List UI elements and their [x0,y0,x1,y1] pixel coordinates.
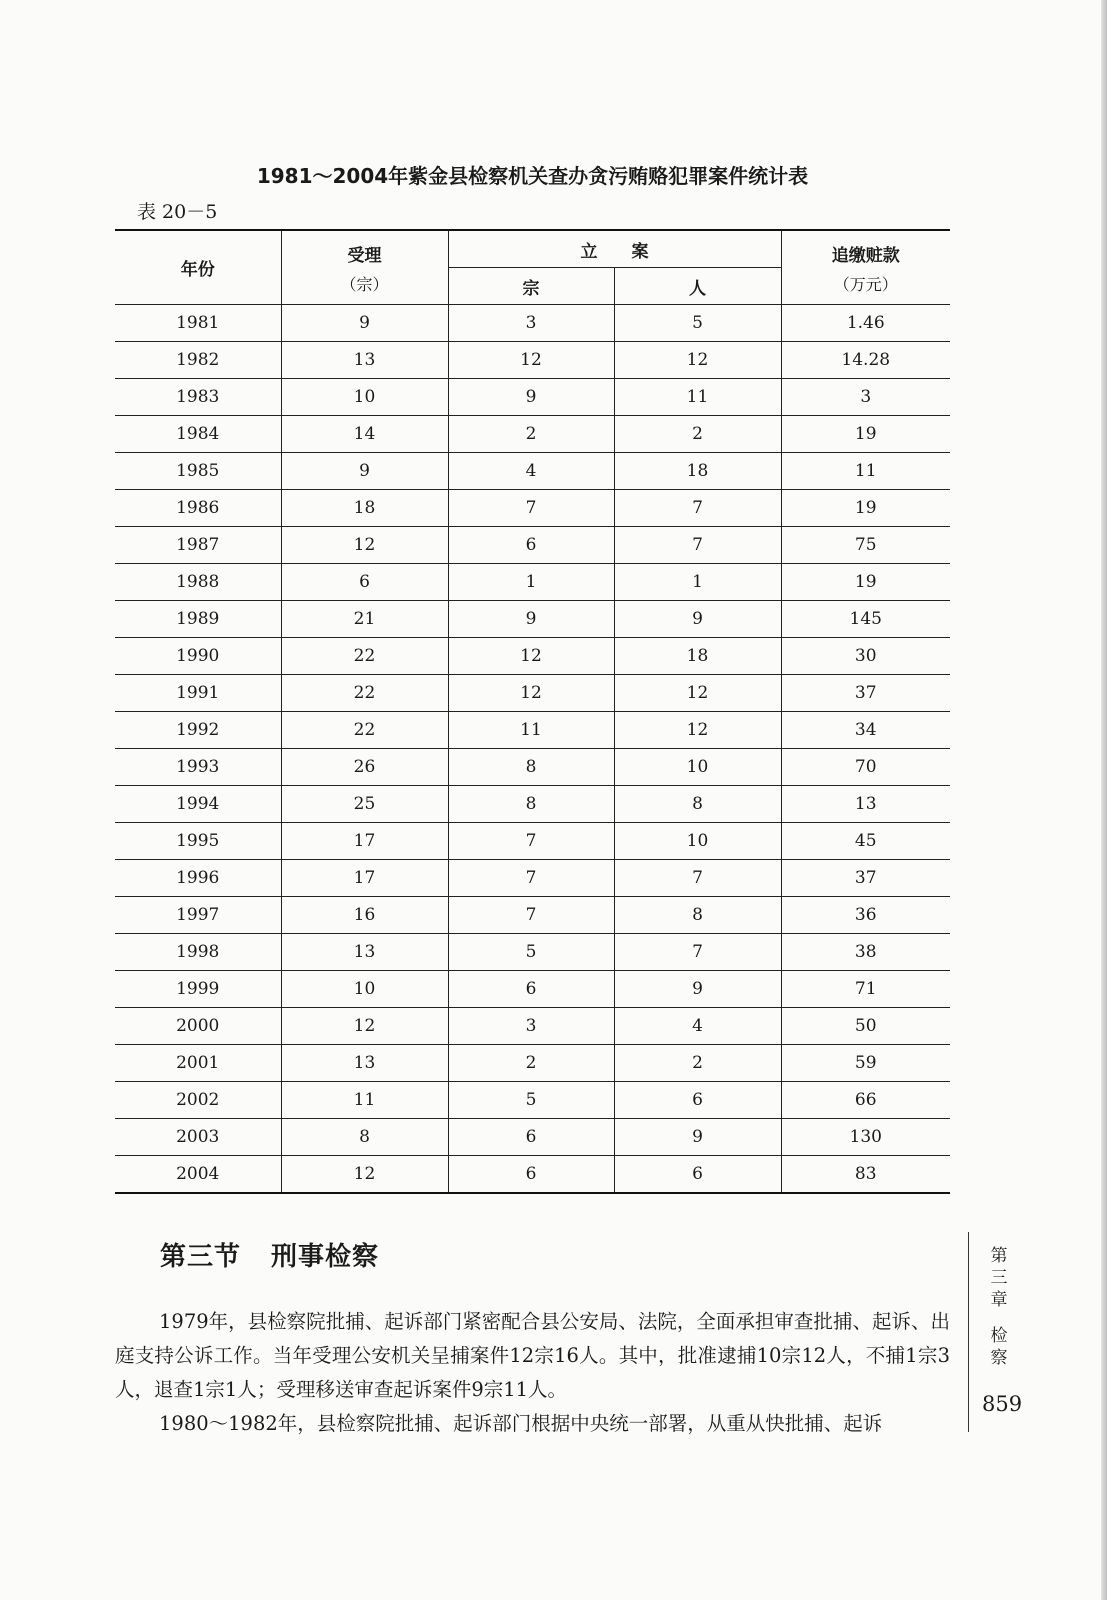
table-cell: 18 [281,490,448,527]
table-cell: 11 [614,379,781,416]
table-cell: 71 [781,971,950,1008]
table-cell: 2001 [115,1045,281,1082]
table-cell: 6 [448,1156,614,1194]
table-cell: 4 [448,453,614,490]
table-cell: 6 [614,1082,781,1119]
table-row [115,1008,950,1045]
table-cell: 1986 [115,490,281,527]
table-cell: 6 [448,971,614,1008]
table-row [115,1045,950,1082]
table-row [115,305,950,342]
table-row [115,971,950,1008]
table-cell: 13 [281,1045,448,1082]
table-row [115,638,950,675]
table-cell: 7 [448,860,614,897]
table-cell: 1994 [115,786,281,823]
table-cell: 1 [614,564,781,601]
table-cell: 12 [614,712,781,749]
table-label: 表 20－5 [137,201,218,223]
table-row [115,490,950,527]
table-cell: 36 [781,897,950,934]
table-row [115,564,950,601]
table-cell: 1989 [115,601,281,638]
table-cell: 22 [281,712,448,749]
table-cell: 21 [281,601,448,638]
table-cell: 16 [281,897,448,934]
table-row [115,934,950,971]
table-cell: 17 [281,823,448,860]
page-number: 859 [982,1392,1023,1416]
table-cell: 12 [281,1008,448,1045]
table-cell: 1992 [115,712,281,749]
table-cell: 2000 [115,1008,281,1045]
table-title: 1981～2004年紫金县检察机关查办贪污贿赂犯罪案件统计表 [256,164,809,188]
header-recovered: 追缴赃款 （万元） [781,230,950,305]
table-cell: 30 [781,638,950,675]
table-cell: 12 [448,342,614,379]
table-cell: 1988 [115,564,281,601]
table-cell: 9 [448,601,614,638]
table-row [115,675,950,712]
table-row [115,786,950,823]
table-row [115,416,950,453]
table-cell: 6 [448,1119,614,1156]
table-cell: 3 [448,1008,614,1045]
table-cell: 25 [281,786,448,823]
table-row [115,1156,950,1194]
table-cell: 37 [781,675,950,712]
table-cell: 1.46 [781,305,950,342]
table-cell: 12 [448,675,614,712]
table-cell: 10 [281,971,448,1008]
table-cell: 5 [448,934,614,971]
table-cell: 10 [281,379,448,416]
table-cell: 1982 [115,342,281,379]
table-row [115,1082,950,1119]
table-row [115,860,950,897]
header-year: 年份 [115,230,281,305]
table-row [115,453,950,490]
table-cell: 9 [614,601,781,638]
table-cell: 9 [281,305,448,342]
table-cell: 1998 [115,934,281,971]
table-cell: 7 [614,490,781,527]
table-cell: 13 [281,342,448,379]
table-cell: 37 [781,860,950,897]
table-cell: 19 [781,564,950,601]
table-cell: 10 [614,823,781,860]
table-cell: 11 [448,712,614,749]
table-cell: 5 [448,1082,614,1119]
table-row [115,601,950,638]
table-cell: 1990 [115,638,281,675]
statistics-table [115,229,950,1194]
table-cell: 12 [281,527,448,564]
header-filed-cases: 宗 [448,268,614,305]
table-cell: 9 [614,971,781,1008]
header-accepted-unit: （宗） [340,274,389,294]
table-cell: 1985 [115,453,281,490]
table-cell: 9 [614,1119,781,1156]
table-cell: 75 [781,527,950,564]
table-cell: 12 [281,1156,448,1194]
table-row [115,379,950,416]
table-cell: 11 [281,1082,448,1119]
table-cell: 7 [448,490,614,527]
table-cell: 6 [614,1156,781,1194]
margin-rule [968,1232,969,1432]
table-cell: 1997 [115,897,281,934]
table-cell: 18 [614,638,781,675]
table-row [115,749,950,786]
table-cell: 1999 [115,971,281,1008]
table-cell: 8 [448,786,614,823]
table-row [115,712,950,749]
table-cell: 12 [614,342,781,379]
table-cell: 8 [614,897,781,934]
section-title: 刑事检察 [271,1242,380,1272]
table-cell: 6 [448,527,614,564]
table-cell: 2 [614,1045,781,1082]
header-recovered-unit: （万元） [833,274,898,294]
table-cell: 4 [614,1008,781,1045]
table-cell: 2 [614,416,781,453]
table-cell: 12 [448,638,614,675]
table-cell: 8 [448,749,614,786]
paragraph: 1980～1982年，县检察院批捕、起诉部门根据中央统一部署，从重从快批捕、起诉 [159,1412,883,1435]
table-row [115,897,950,934]
table-cell: 12 [614,675,781,712]
table-row [115,1119,950,1156]
table-cell: 7 [614,934,781,971]
table-cell: 1987 [115,527,281,564]
table-cell: 8 [614,786,781,823]
table-cell: 13 [781,786,950,823]
page-edge [1101,0,1107,1600]
table-cell: 3 [781,379,950,416]
table-cell: 17 [281,860,448,897]
running-head-topic: 检察 [990,1326,1008,1368]
table-cell: 6 [281,564,448,601]
running-head-chapter: 第三章 [990,1246,1008,1310]
section-number: 第三节 [160,1242,242,1272]
table-cell: 1 [448,564,614,601]
table-cell: 9 [281,453,448,490]
table-cell: 1984 [115,416,281,453]
body-text [115,1305,950,1441]
table-row [115,527,950,564]
table-cell: 130 [781,1119,950,1156]
table-cell: 38 [781,934,950,971]
table-cell: 70 [781,749,950,786]
header-accepted: 受理 （宗） [281,230,448,305]
table-cell: 26 [281,749,448,786]
header-filed-people: 人 [614,268,781,305]
table-cell: 22 [281,638,448,675]
table-cell: 7 [448,823,614,860]
table-cell: 59 [781,1045,950,1082]
table-cell: 1981 [115,305,281,342]
table-cell: 1993 [115,749,281,786]
table-cell: 9 [448,379,614,416]
table-cell: 1983 [115,379,281,416]
table-cell: 14.28 [781,342,950,379]
section-heading [160,1236,379,1273]
table-cell: 7 [448,897,614,934]
table-cell: 19 [781,416,950,453]
table-cell: 2002 [115,1082,281,1119]
table-cell: 83 [781,1156,950,1194]
table-cell: 1996 [115,860,281,897]
table-cell: 1991 [115,675,281,712]
table-cell: 2 [448,1045,614,1082]
table-row [115,342,950,379]
table-cell: 18 [614,453,781,490]
table-cell: 10 [614,749,781,786]
table-cell: 45 [781,823,950,860]
table-cell: 1995 [115,823,281,860]
running-head [988,1245,1010,1369]
table-cell: 66 [781,1082,950,1119]
table-cell: 7 [614,860,781,897]
header-filed: 立 案 [448,230,781,268]
table-cell: 2 [448,416,614,453]
table-cell: 19 [781,490,950,527]
table-cell: 3 [448,305,614,342]
table-cell: 11 [781,453,950,490]
table-cell: 50 [781,1008,950,1045]
table-cell: 13 [281,934,448,971]
table-cell: 14 [281,416,448,453]
table-cell: 5 [614,305,781,342]
table-cell: 7 [614,527,781,564]
table-body [115,305,950,1194]
table-cell: 2004 [115,1156,281,1194]
paragraph: 1979年，县检察院批捕、起诉部门紧密配合县公安局、法院，全面承担审查批捕、起诉、出庭支持公诉工作。当年受理公安机关呈捕案件12宗16人。其中，批准逮捕10宗12人，不捕1宗3人，退查1宗1人；受理移送审查起诉案件9宗11人。 [115,1310,950,1401]
table-cell: 34 [781,712,950,749]
table-row [115,823,950,860]
table-cell: 145 [781,601,950,638]
table-cell: 2003 [115,1119,281,1156]
table-cell: 22 [281,675,448,712]
table-cell: 8 [281,1119,448,1156]
